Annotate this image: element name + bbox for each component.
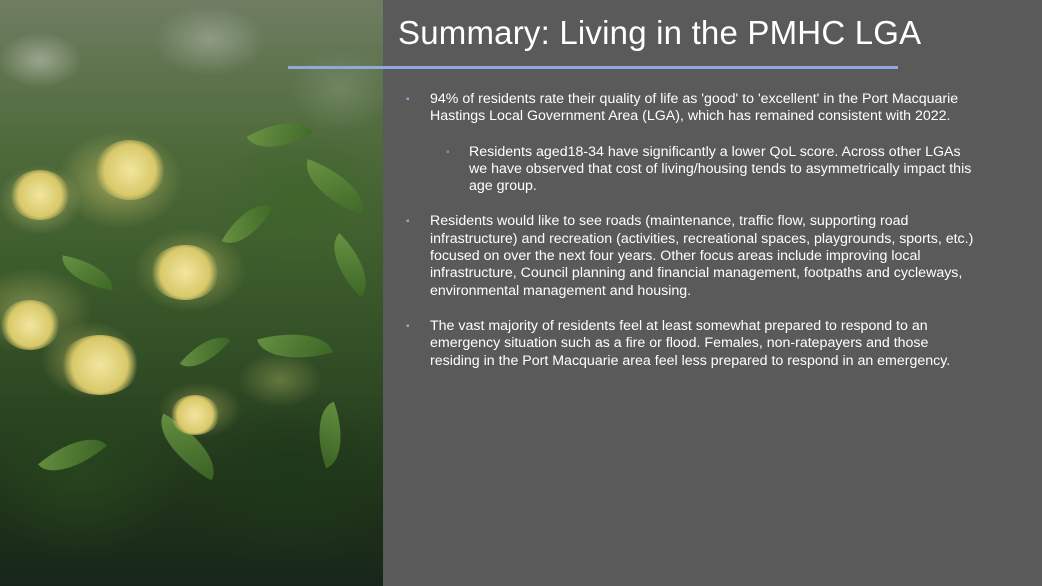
bullet-item bbox=[406, 213, 976, 299]
bullet-icon: ▪ bbox=[406, 216, 410, 228]
leaf-shape bbox=[296, 159, 373, 215]
sub-bullet-item bbox=[446, 144, 976, 196]
bullet-text: Residents would like to see roads (maintenance, traffic flow, supporting road infrastructure) and recreation (activities, recreational spaces, playgrounds, sports, etc.) focused on over the next four years. Other focus areas include improving local infrastructure, Council planning and financial management, footpaths and cycleways, environmental management and housing. bbox=[430, 213, 974, 299]
leaf-shape bbox=[247, 107, 314, 163]
leaf-shape bbox=[306, 402, 355, 469]
flower-shape bbox=[0, 300, 60, 350]
bullet-item bbox=[406, 91, 976, 126]
flower-shape bbox=[95, 140, 165, 200]
leaf-shape bbox=[318, 233, 382, 297]
leaf-shape bbox=[180, 325, 231, 379]
flower-shape bbox=[150, 245, 220, 300]
title-underline bbox=[288, 66, 898, 69]
bullet-icon: ▪ bbox=[406, 320, 410, 332]
bullet-text: The vast majority of residents feel at least somewhat prepared to respond to an emergency situation such as a fire or flood. Females, non-ratepayers and those residing in the Port Macquarie area feel less prepared to respond in an emergency. bbox=[430, 317, 951, 369]
bullet-text: Residents aged18-34 have significantly a lower QoL score. Across other LGAs we have observed that cost of living/housing tends to asymmetrically impact this age group. bbox=[469, 143, 972, 195]
bullet-icon: ▪ bbox=[406, 94, 410, 105]
leaf-shape bbox=[222, 193, 274, 255]
leaf-shape bbox=[257, 321, 333, 370]
leaf-shape bbox=[58, 255, 117, 290]
bullet-list bbox=[406, 91, 976, 388]
flower-shape bbox=[170, 395, 220, 435]
bullet-text: 94% of residents rate their quality of life as 'good' to 'excellent' in the Port Macquarie Hastings Local Government Area (LGA), which has remained consistent with 2022. bbox=[430, 91, 959, 125]
flower-shape bbox=[10, 170, 70, 220]
slide-title: Summary: Living in the PMHC LGA bbox=[398, 14, 922, 51]
flower-shape bbox=[60, 335, 140, 395]
bullet-icon: ▪ bbox=[446, 146, 450, 158]
leaf-shape bbox=[38, 423, 107, 488]
bullet-item bbox=[406, 318, 976, 370]
plant-photo bbox=[0, 0, 383, 586]
